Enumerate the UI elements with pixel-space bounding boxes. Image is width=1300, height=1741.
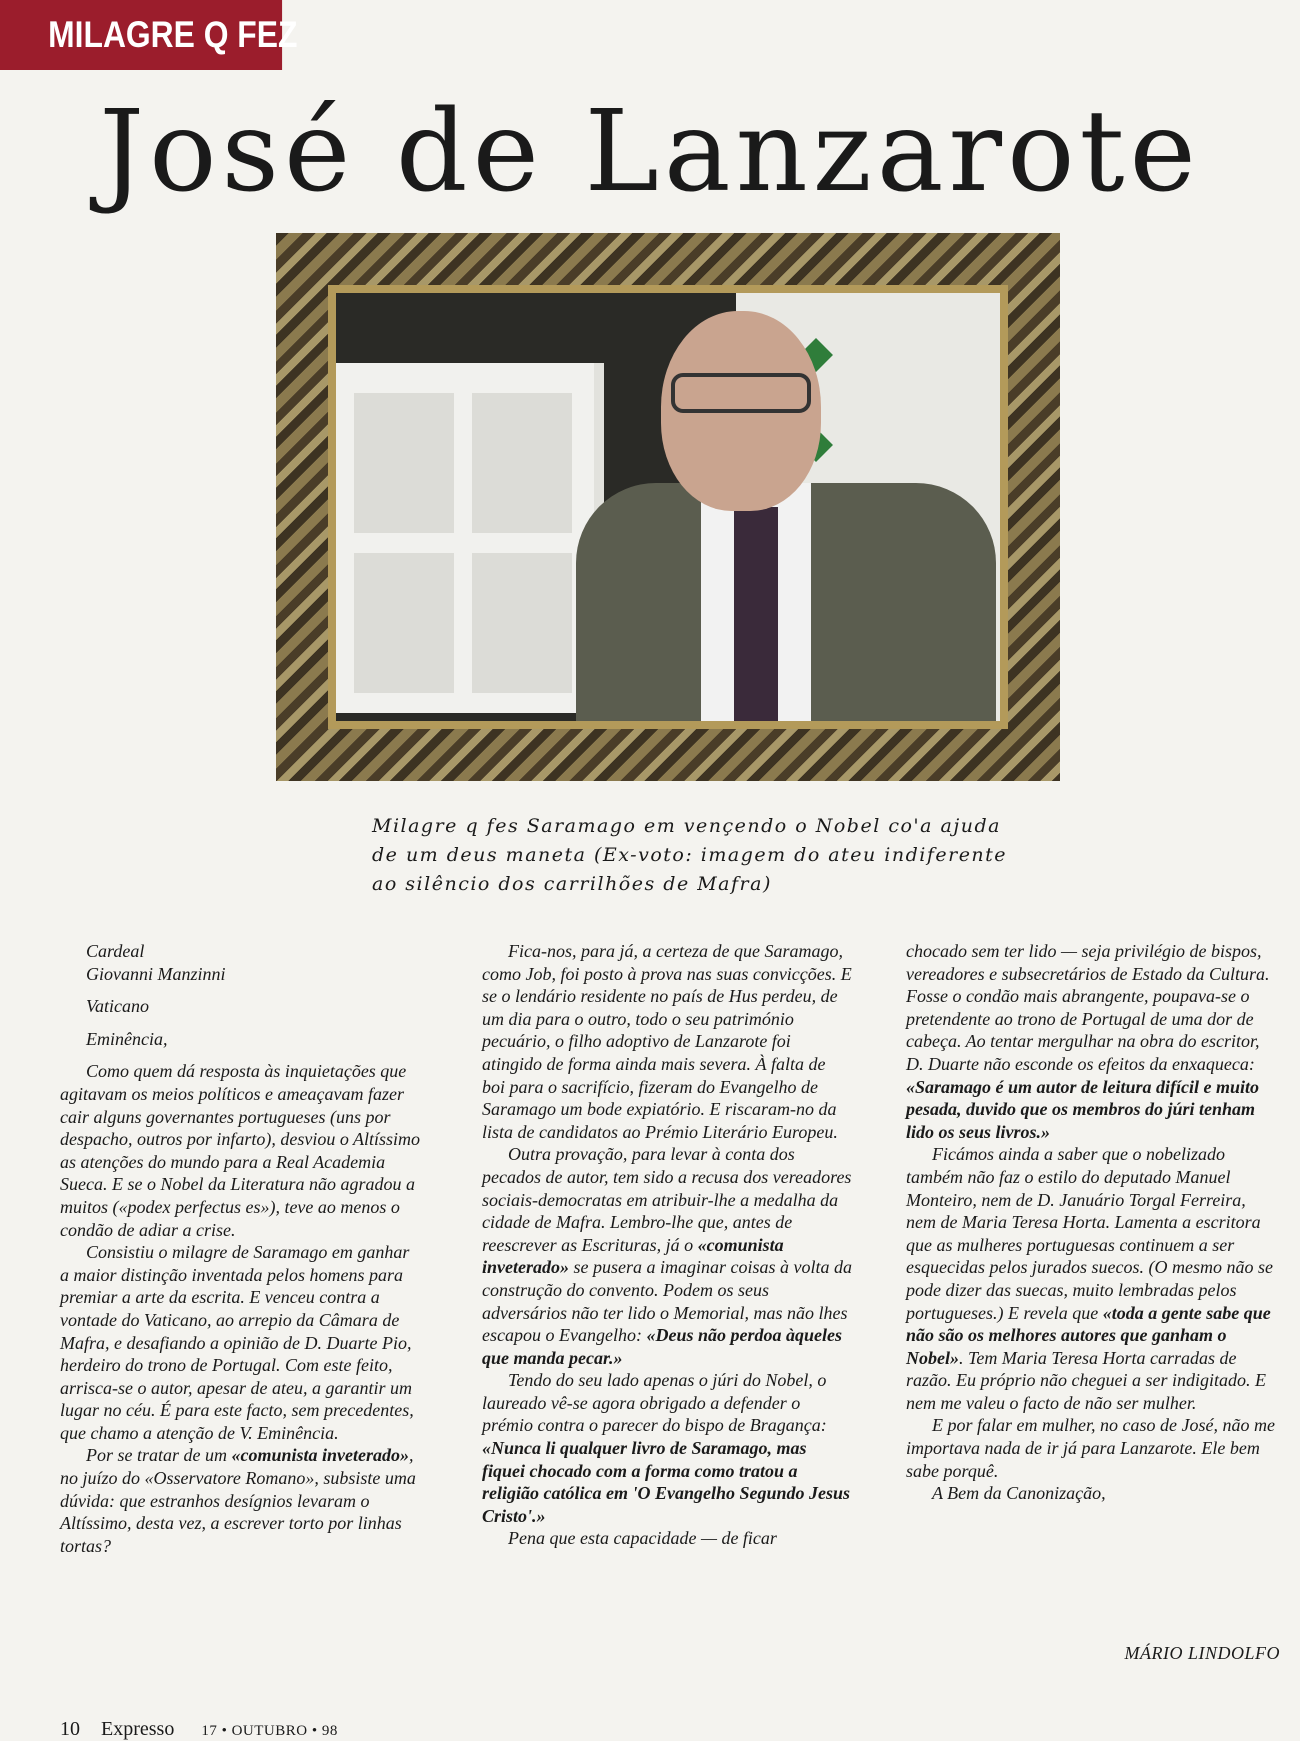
- paragraph: E por falar em mulher, no caso de José, não me importava nada de ir já para Lanzarote. Ele bem sabe porquê.: [906, 1415, 1275, 1481]
- paragraph: chocado sem ter lido — seja privilégio de bispos, vereadores e subsecretários de Estado da Cultura. Fosse o condão mais abrangente, poupava-se o pretendente ao trono de Portugal de uma dor de cabeça. Ao tentar mergulhar na obra do escritor, D. Duarte não esconde os efeitos da enxaqueca: «Saramago é um autor de leitura difícil e muito pesada, duvido que os membros do júri tenham lido os seus livros.»: [906, 941, 1270, 1142]
- recipient-address: [60, 940, 420, 985]
- quote-bold: «Deus não perdoa àqueles que manda pecar.»: [482, 1325, 842, 1368]
- paragraph: Pena que esta capacidade — de ficar: [508, 1528, 777, 1549]
- page-footer: [60, 1718, 338, 1741]
- paragraph: Outra provação, para levar à conta dos pecados de autor, tem sido a recusa dos vereadores sociais-democratas em atribuir-lhe a medalha da cidade de Mafra. Lembro-lhe que, antes de reescrever as Escrituras, já o «comunista inveterado» se pusera a imaginar coisas à volta da construção do convento. Podem os seus adversários não ter lido o Memorial, mas não lhes escapou o Evangelho: «Deus não perdoa àqueles que manda pecar.»: [482, 1144, 852, 1368]
- recipient-place: Vaticano: [86, 996, 149, 1017]
- paragraph: Fica-nos, para já, a certeza de que Saramago, como Job, foi posto à prova nas suas convicções. E se o lendário residente no país de Hus perdeu, de um dia para o outro, todo o seu património pecuário, o filho adoptivo de Lanzarote foi atingido de forma ainda mais severa. À falta de boi para o sacrifício, fizeram do Evangelho de Saramago um bode expiatório. E riscaram-no da lista de candidatos ao Prémio Literário Europeu.: [482, 941, 852, 1142]
- section-tag: MILAGRE Q FEZ: [0, 0, 282, 70]
- greeting: Eminência,: [86, 1028, 168, 1049]
- quote-bold: «comunista inveterado»: [231, 1445, 410, 1466]
- tie: [734, 507, 778, 721]
- recipient-name: Giovanni Manzinni: [86, 963, 226, 984]
- photo-caption: Milagre q fes Saramago em vençendo o Nobel co'a ajuda de um deus maneta (Ex-voto: imagem do ateu indiferente ao silêncio dos carrilhões de Mafra): [372, 815, 1008, 895]
- quote-bold: «Nunca li qualquer livro de Saramago, mas fiquei chocado com a forma como tratou a religião católica em 'O Evangelho Segundo Jesus Cristo'.»: [482, 1438, 851, 1526]
- paragraph: Por se tratar de um «comunista inveterado», no juízo do «Osservatore Romano», subsiste uma dúvida: que estranhos desígnios levaram o Altíssimo, desta vez, a escrever torto por linhas tortas?: [60, 1445, 416, 1556]
- quote-bold: «toda a gente sabe que não são os melhores autores que ganham o Nobel»: [906, 1302, 1271, 1368]
- closing: A Bem da Canonização,: [932, 1483, 1106, 1504]
- window-shutter: [336, 363, 604, 713]
- paragraph: Tendo do seu lado apenas o júri do Nobel, o laureado vê-se agora obrigado a defender o prémio contra o parecer do bispo de Bragança: «Nunca li qualquer livro de Saramago, mas fiquei chocado com a forma como tratou a religião católica em 'O Evangelho Segundo Jesus Cristo'.»: [482, 1370, 851, 1526]
- paragraph: Ficámos ainda a saber que o nobelizado também não faz o estilo do deputado Manuel Monteiro, nem de D. Januário Torgal Ferreira, nem de Maria Teresa Horta. Lamenta a escritora que as mulheres portuguesas continuem a ser esquecidas pelos jurados suecos. (O mesmo não se pode dizer das suecas, muito lembradas pelos portugueses.) E revela que «toda a gente sabe que não são os melhores autores que ganham o Nobel». Tem Maria Teresa Horta carradas de razão. Eu próprio não cheguei a ser indigitado. E nem me valeu o facto de não ser mulher.: [906, 1144, 1273, 1413]
- author-signature: MÁRIO LINDOLFO: [1124, 1643, 1280, 1663]
- column-1: [60, 940, 420, 1557]
- recipient-title: Cardeal: [86, 941, 145, 961]
- column-3: [906, 940, 1276, 1505]
- glasses: [671, 373, 811, 413]
- issue-date: 17 • OUTUBRO • 98: [201, 1723, 338, 1739]
- publication-name: Expresso: [101, 1718, 175, 1740]
- paragraph: Consistiu o milagre de Saramago em ganhar a maior distinção inventada pelos homens para premiar a arte da escrita. E venceu contra a vontade do Vaticano, ao arrepio da Câmara de Mafra, e desafiando a opinião de D. Duarte Pio, herdeiro do trono de Portugal. Com este feito, arrisca-se o autor, apesar de ateu, a garantir um lugar no céu. É para este facto, sem precedentes, que chamo a atenção de V. Eminência.: [60, 1242, 414, 1443]
- quote-bold: «comunista inveterado»: [482, 1234, 784, 1278]
- paragraph: Como quem dá resposta às inquietações que agitavam os meios políticos e ameaçavam fazer cair alguns governantes portugueses (uns por despacho, outros por infarto), desviou o Altíssimo as atenções do mundo para a Real Academia Sueca. E se o Nobel da Literatura não agradou a muitos («podex perfectus es»), teve ao menos o condão de adiar a crise.: [60, 1061, 420, 1240]
- headline: José de Lanzarote: [99, 87, 1201, 217]
- column-2: [482, 940, 852, 1550]
- quote-bold: «Saramago é um autor de leitura difícil e muito pesada, duvido que os membros do júri tenham lido os seus livros.»: [906, 1076, 1260, 1142]
- page-number: 10: [60, 1718, 80, 1740]
- portrait-photo: [336, 293, 1000, 721]
- photo-frame: [276, 233, 1060, 781]
